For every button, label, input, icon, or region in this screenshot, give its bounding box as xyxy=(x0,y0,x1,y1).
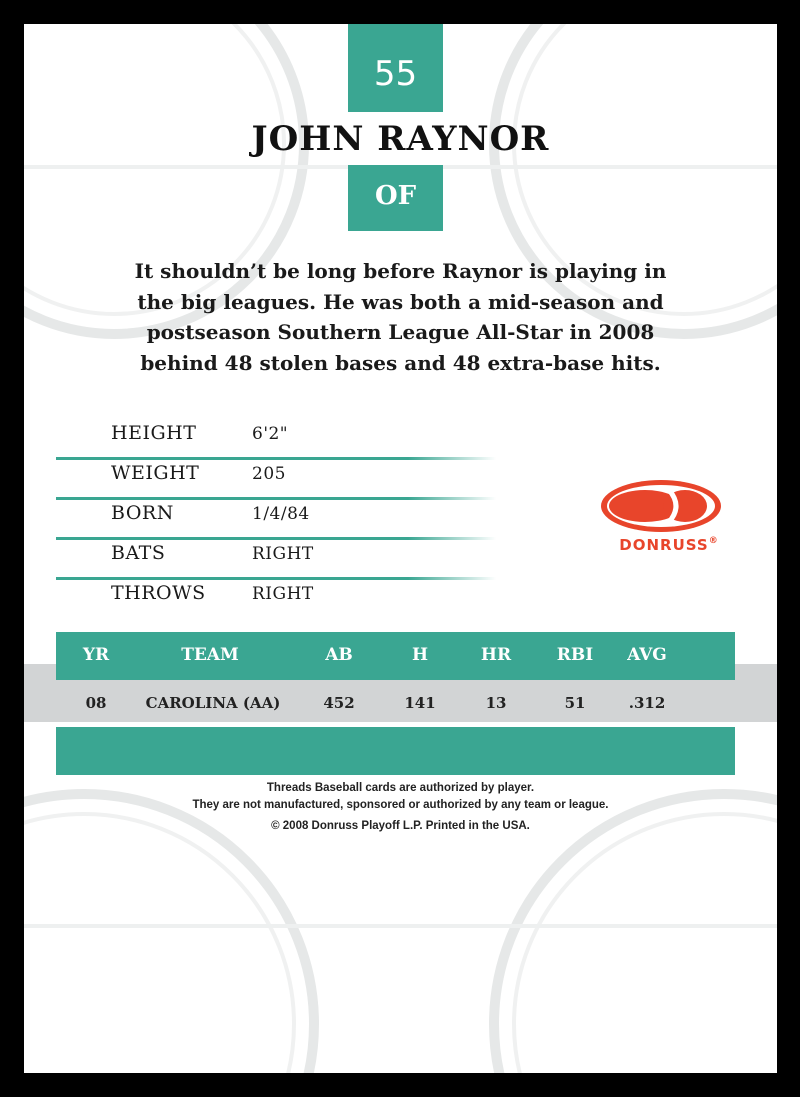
stats-cell: CAROLINA (AA) xyxy=(145,694,281,712)
vital-row-throws xyxy=(56,580,496,620)
vital-label: HEIGHT xyxy=(111,422,197,444)
player-position: OF xyxy=(348,165,443,231)
player-name: JOHN RAYNOR xyxy=(251,119,550,159)
vital-value: 6'2" xyxy=(252,424,289,444)
stats-col-ab: AB xyxy=(325,645,353,665)
vital-value: 1/4/84 xyxy=(252,504,310,524)
stats-cell: .312 xyxy=(628,694,666,712)
stats-cell: 141 xyxy=(404,694,436,712)
player-vitals xyxy=(56,420,496,620)
vital-row-weight xyxy=(56,460,496,500)
vital-row-bats xyxy=(56,540,496,580)
stats-cell: 08 xyxy=(85,694,107,712)
vital-label: BATS xyxy=(111,542,166,564)
stats-col-hr: HR xyxy=(480,645,512,665)
stats-cell: 452 xyxy=(323,694,355,712)
vital-row-height xyxy=(56,420,496,460)
stats-col-avg: AVG xyxy=(627,645,667,665)
vital-label: WEIGHT xyxy=(111,462,200,484)
card-number: 55 xyxy=(348,24,443,112)
stats-col-yr: YR xyxy=(82,645,110,665)
vital-label: THROWS xyxy=(111,582,206,604)
vital-value: RIGHT xyxy=(252,544,314,564)
legal-line: They are not manufactured, sponsored or authorized by any team or league. xyxy=(192,799,609,811)
stats-cell: 51 xyxy=(564,694,586,712)
vital-row-born xyxy=(56,500,496,540)
legal-line: Threads Baseball cards are authorized by player. xyxy=(266,782,535,794)
vital-label: BORN xyxy=(111,502,174,524)
stats-footer-bar xyxy=(56,727,735,775)
stats-cell: 13 xyxy=(485,694,507,712)
legal-line: © 2008 Donruss Playoff L.P. Printed in the USA. xyxy=(271,820,530,832)
stats-col-team: TEAM xyxy=(181,645,239,665)
vital-value: 205 xyxy=(252,464,286,484)
stats-col-h: H xyxy=(411,645,429,665)
vital-value: RIGHT xyxy=(252,584,314,604)
player-bio: It shouldn’t be long before Raynor is playing in the big leagues. He was both a mid-season and postseason Southern League All-Star in 2008 behind 48 stolen bases and 48 extra-base hits. xyxy=(134,259,667,375)
stats-col-rbi: RBI xyxy=(556,645,594,665)
card-back xyxy=(24,24,777,1073)
brand-wordmark: DONRUSS® xyxy=(619,536,719,554)
